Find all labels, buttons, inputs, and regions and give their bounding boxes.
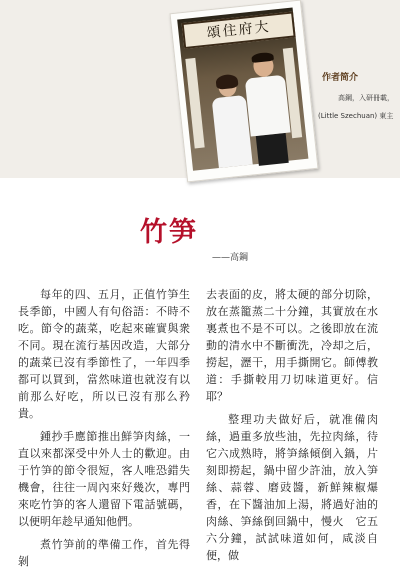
paragraph: 煮竹笋前的準備工作，首先得剝 [18,538,190,568]
text-column-left [18,286,190,568]
paragraph: 每年的四、五月，正值竹笋生長季節，中國人有句俗語：不時不吃。節令的蔬菜，吃起來確實與衆不同。現在流行基因改造，大部分的蔬菜已沒有季節性了，一年四季都可以買到，當然味道也就沒有以前那么好吃，所以已沒有那么矜貴。 [18,288,190,420]
author-line-2: (Little Szechuan) 東主 [318,112,394,120]
author-heading: 作者简介 [322,73,359,83]
paragraph: 鍾抄手應節推出鮮笋肉絲，一直以來都深受中外人士的歡迎。由于竹笋的節令很短，客人唯恐錯失機會，往往一周內來好幾次，專門來吃竹笋的客人還留下電話號碼，以便明年趁早通知他們。 [18,430,190,528]
paragraph: 去表面的皮，將太硬的部分切除，放在蒸籠蒸二十分鐘，其實放在水裏煮也不是不可以。之後即放在流動的清水中不斷衝洗，冷却之后，撈起，瀝干，用手撕開它。師傅教道：手撕較用刀切味道更好。信耶？ [206,288,378,403]
photo-image [177,7,308,170]
author-line-1: 高鋼，入研冊載， [338,94,394,102]
photo-plaque: 頌住府大 [182,11,296,49]
author-intro [318,60,400,130]
paragraph: 整理功夫做好后，就准備肉絲，過重多放些油，先拉肉絲，待它六成熟時，將笋絲傾倒入鍋，片刻即撈起，鍋中留少許油，放入笋絲、蒜蓉、磨豉醬，新鮮辣椒爆香，在下醬油加上湯，將過好油的肉絲、笋絲倒回鍋中，慢火 它五六分鐘，試試味道如何，咸淡自便，做 [206,413,378,562]
author-photo [169,0,318,182]
text-column-right [206,286,378,561]
article-byline: ——高鋼 [212,253,249,263]
article-title: 竹笋 [140,217,198,248]
calligraphy-scroll-left [185,58,204,149]
